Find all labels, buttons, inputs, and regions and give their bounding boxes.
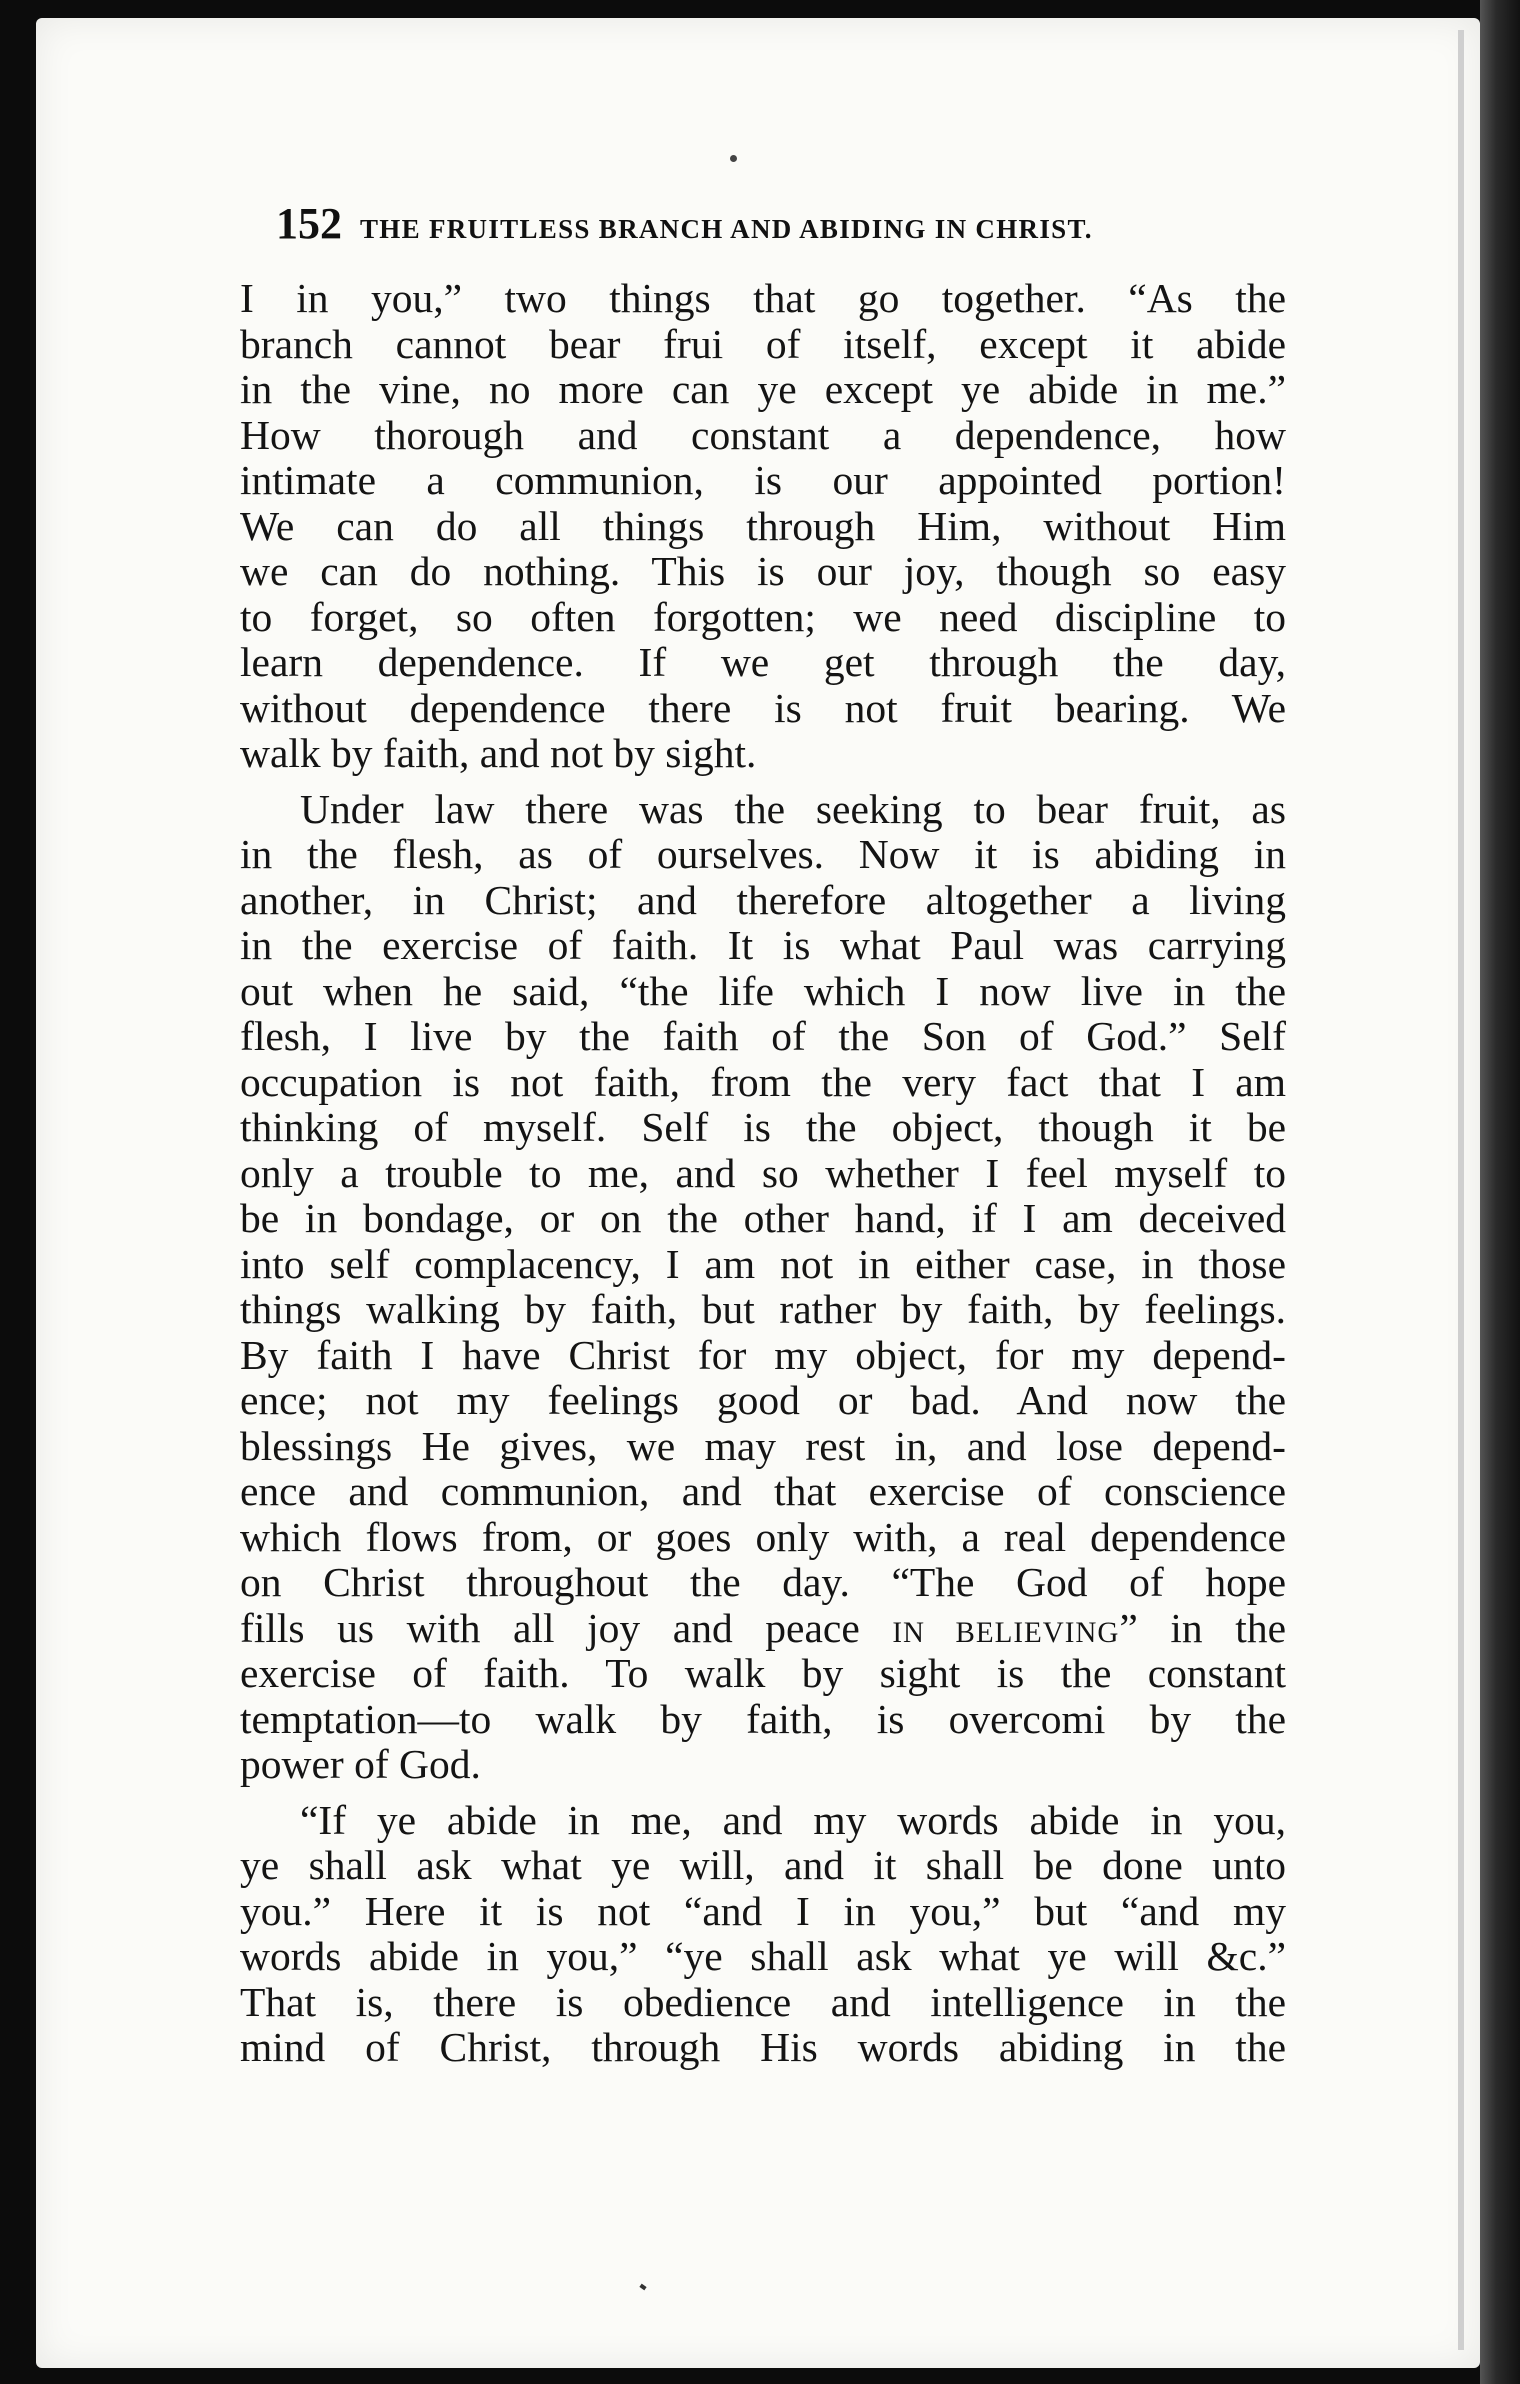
text-line: thinking of myself. Self is the object, though it be — [240, 1104, 1286, 1150]
scan-edge-shadow — [1480, 0, 1520, 2384]
text-line: We can do all things through Him, without Him — [240, 502, 1286, 549]
text-line: Under law there was the seeking to bear fruit, as — [300, 785, 1286, 832]
text-line: blessings He gives, we may rest in, and lose depend- — [240, 1422, 1286, 1469]
text-line: occupation is not faith, from the very fact that I am — [240, 1058, 1286, 1105]
running-header — [276, 198, 1286, 254]
text-line: only a trouble to me, and so whether I feel myself to — [240, 1149, 1286, 1196]
text-line: flesh, I live by the faith of the Son of God.” Self — [240, 1013, 1286, 1059]
text-line: branch cannot bear frui of itself, except it abide — [240, 320, 1286, 367]
text-line: ence and communion, and that exercise of conscience — [240, 1468, 1286, 1514]
running-title: THE FRUITLESS BRANCH AND ABIDING IN CHRIST. — [360, 214, 1093, 244]
paragraph — [240, 1798, 1286, 2071]
text-line: power of God. — [240, 1741, 481, 1787]
text-line: intimate a communion, is our appointed portion! — [240, 457, 1286, 503]
ink-speck — [730, 155, 737, 162]
text-line: By faith I have Christ for my object, for my depend- — [240, 1331, 1286, 1378]
text-line: walk by faith, and not by sight. — [240, 730, 757, 776]
text-line: you.” Here it is not “and I in you,” but “and my — [240, 1887, 1286, 1934]
text-line: to forget, so often forgotten; we need discipline to — [240, 593, 1286, 640]
text-line: into self complacency, I am not in either case, in those — [240, 1240, 1286, 1287]
small-caps-emphasis: IN BELIEVING — [892, 1616, 1120, 1649]
text-line: in the vine, no more can ye except ye abide in me.” — [240, 366, 1286, 412]
text-line: exercise of faith. To walk by sight is the constant — [240, 1650, 1286, 1696]
text-line: another, in Christ; and therefore altogether a living — [240, 876, 1286, 923]
text-line: things walking by faith, but rather by faith, by feelings. — [240, 1286, 1286, 1332]
text-line: words abide in you,” “ye shall ask what ye will &c.” — [240, 1933, 1286, 1979]
text-line: be in bondage, or on the other hand, if I am deceived — [240, 1195, 1286, 1241]
text-line — [240, 1606, 1286, 1652]
text-line: How thorough and constant a dependence, how — [240, 411, 1286, 458]
text-line: in the flesh, as of ourselves. Now it is abiding in — [240, 831, 1286, 877]
paragraph — [240, 787, 1286, 1788]
text-line: “If ye abide in me, and my words abide in you, — [300, 1796, 1286, 1843]
text-line: I in you,” two things that go together. “As the — [240, 275, 1286, 321]
text-line: in the exercise of faith. It is what Paul was carrying — [240, 922, 1286, 968]
text-line: without dependence there is not fruit bearing. We — [240, 684, 1286, 731]
text-run: ” in the — [1119, 1604, 1286, 1651]
text-line: on Christ throughout the day. “The God of hope — [240, 1559, 1286, 1605]
text-line: which flows from, or goes only with, a real dependence — [240, 1513, 1286, 1560]
text-line: out when he said, “the life which I now live in the — [240, 967, 1286, 1014]
paragraph — [240, 276, 1286, 777]
page-number: 152 — [276, 199, 342, 248]
text-line: ye shall ask what ye will, and it shall be done unto — [240, 1842, 1286, 1888]
text-line: temptation—to walk by faith, is overcomi by the — [240, 1695, 1286, 1742]
text-line: we can do nothing. This is our joy, though so easy — [240, 548, 1286, 594]
text-line: learn dependence. If we get through the day, — [240, 639, 1286, 685]
body-text — [240, 276, 1286, 2071]
text-run: fills us with all joy and peace — [240, 1604, 893, 1651]
text-line: ence; not my feelings good or bad. And now the — [240, 1377, 1286, 1423]
text-line: That is, there is obedience and intelligence in the — [240, 1978, 1286, 2025]
page-edge-highlight — [1458, 30, 1464, 2350]
text-line: mind of Christ, through His words abiding in the — [240, 2024, 1286, 2070]
